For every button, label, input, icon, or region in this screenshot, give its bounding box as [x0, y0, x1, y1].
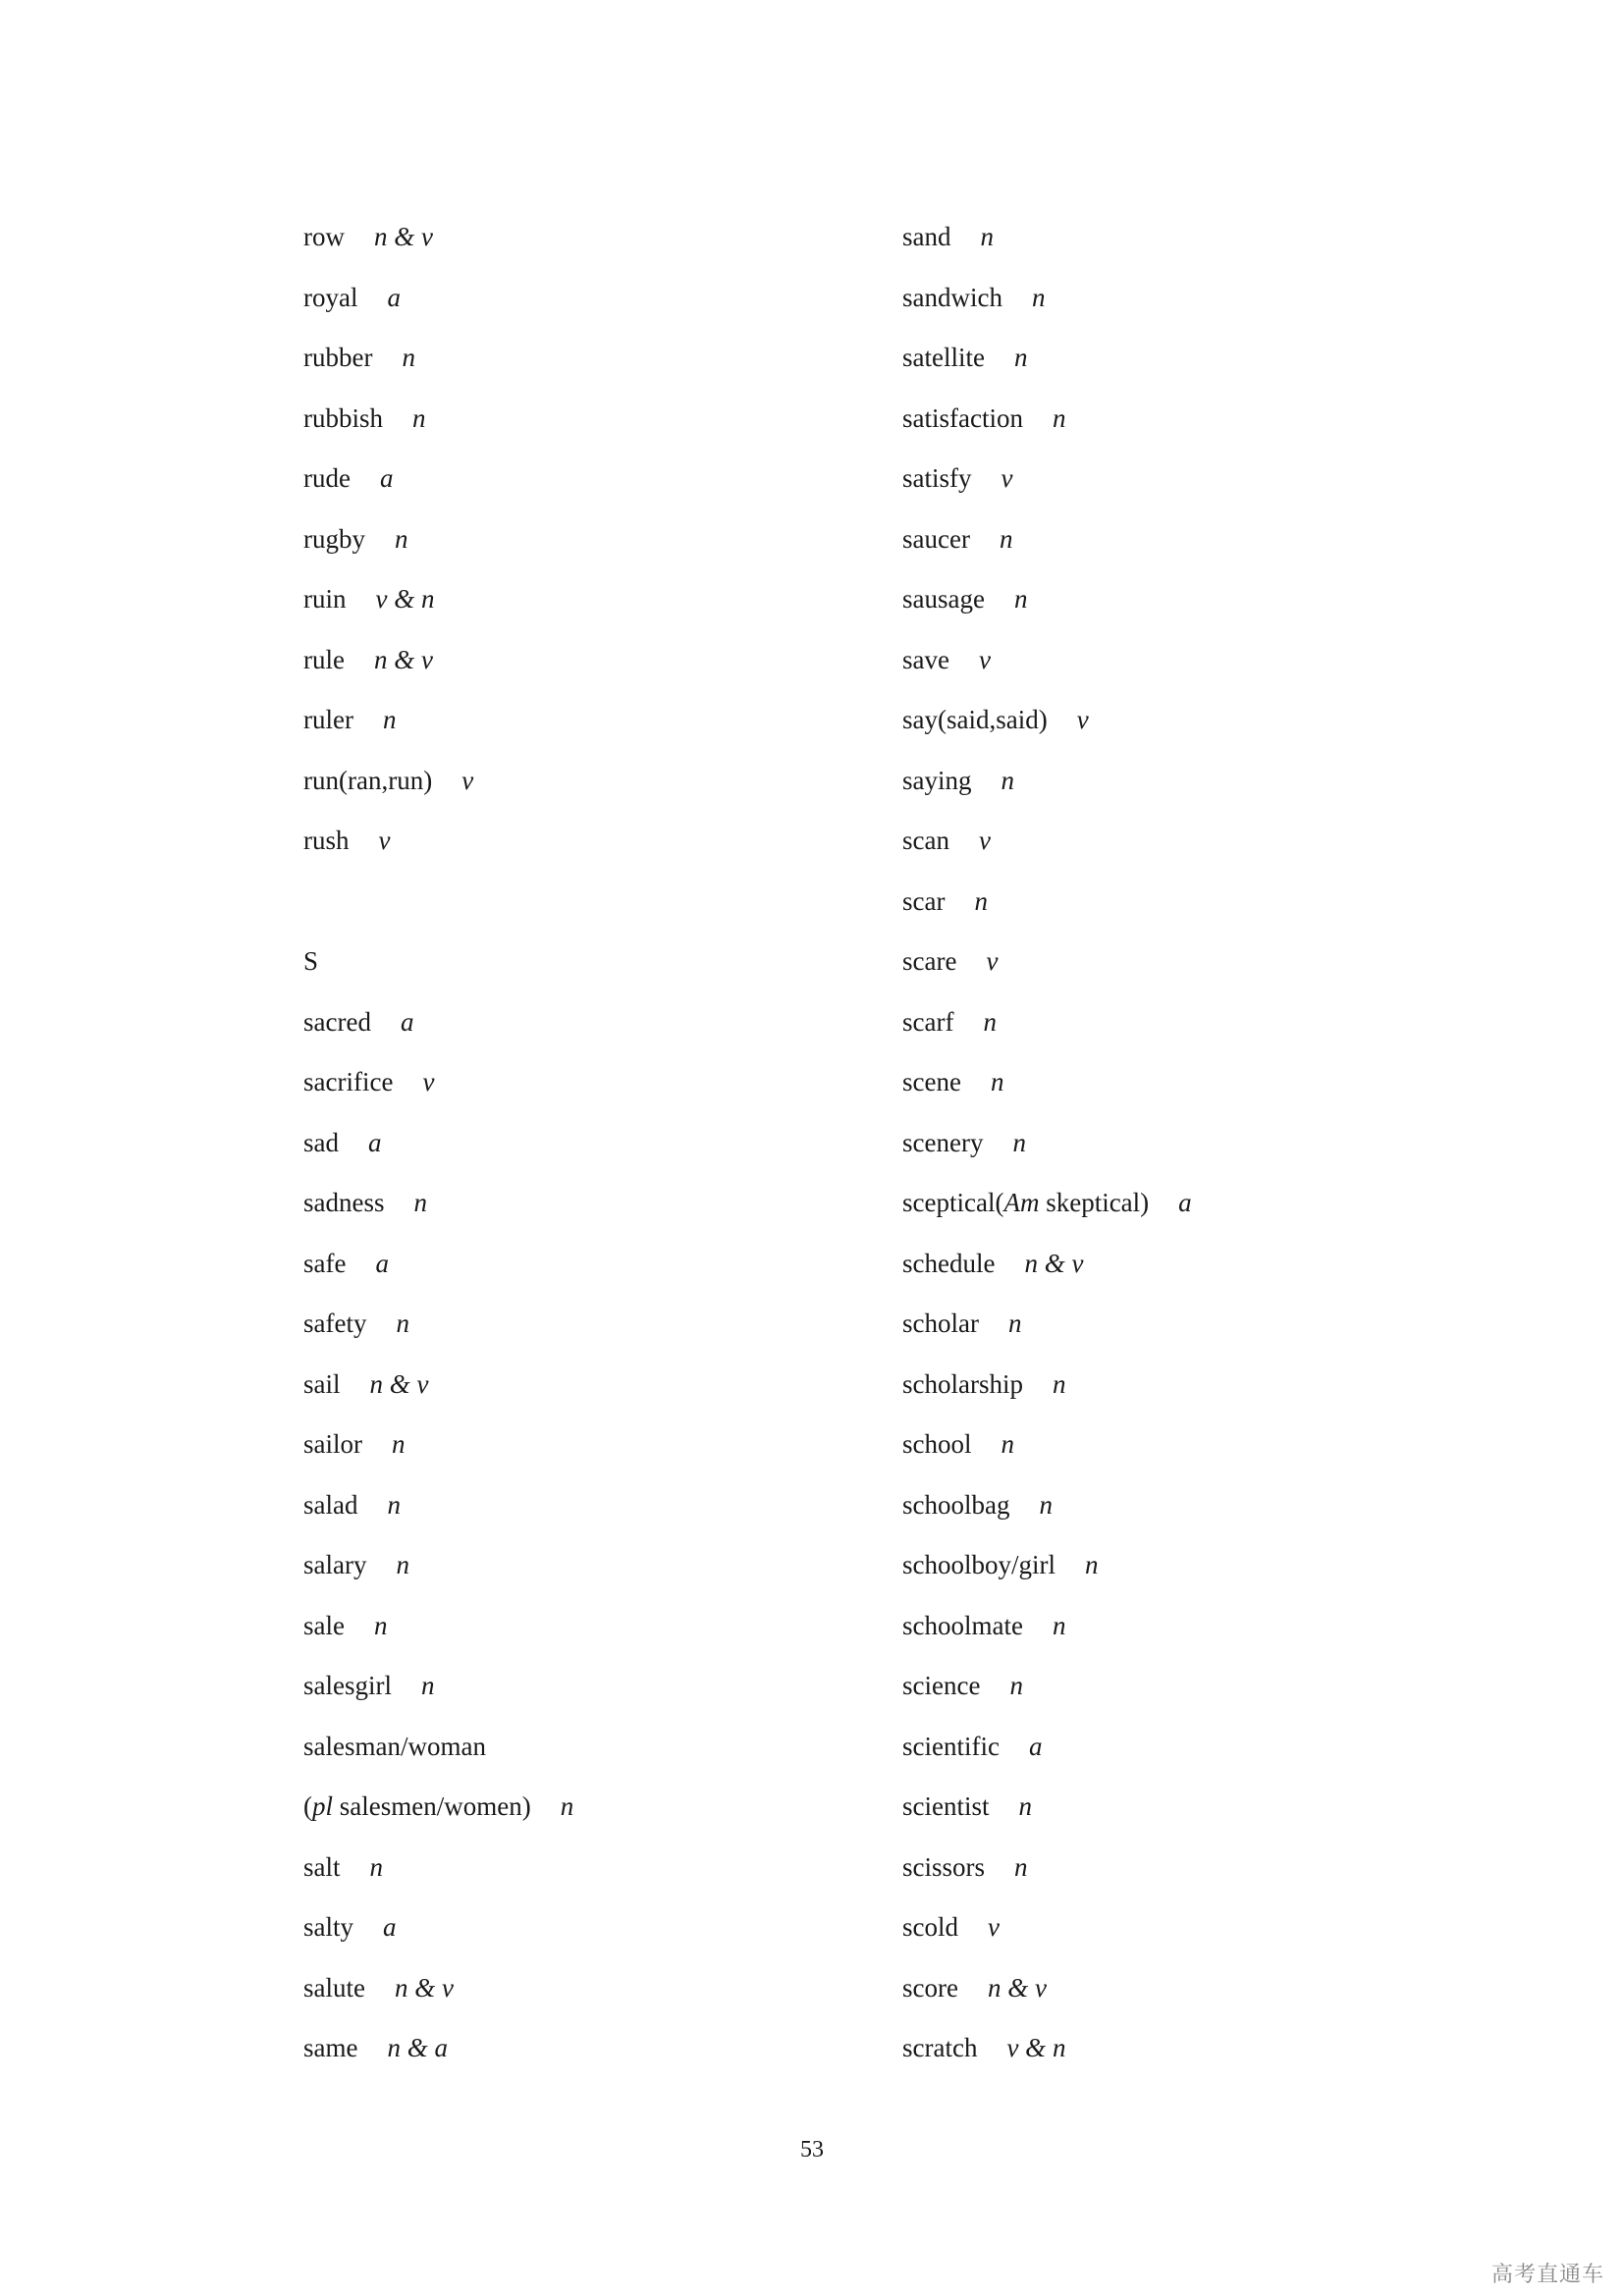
- entry-part-of-speech: n: [999, 523, 1013, 554]
- entry-part-of-speech: n & v: [369, 1368, 429, 1399]
- entry-word: schoolmate: [902, 1610, 1023, 1640]
- vocab-entry: [902, 1484, 1192, 1545]
- entry-word: scene: [902, 1067, 961, 1096]
- vocab-entry: [902, 1967, 1192, 2028]
- entry-word: scar: [902, 885, 946, 916]
- entry-part-of-speech: n: [392, 1429, 406, 1459]
- entry-word: sausage: [902, 584, 985, 614]
- entry-word: scientific: [902, 1731, 1000, 1761]
- entry-word: scan: [902, 826, 949, 855]
- entry-part-of-speech: n: [382, 705, 397, 734]
- entry-word: salt: [303, 1851, 341, 1882]
- entry-part-of-speech: n: [1052, 1610, 1066, 1640]
- entry-part-of-speech: n: [396, 1308, 409, 1338]
- vocab-entry: [303, 216, 573, 277]
- entry-part-of-speech: n: [1014, 1851, 1028, 1882]
- vocab-entry: [902, 699, 1192, 760]
- entry-word: ruler: [303, 705, 353, 734]
- entry-word: salesmen/women): [333, 1791, 531, 1821]
- entry-word: sceptical(: [902, 1188, 1004, 1217]
- entry-part-of-speech: v: [988, 1912, 1000, 1942]
- entry-part-of-speech: a: [400, 1006, 414, 1037]
- entry-part-of-speech: n: [983, 1006, 997, 1037]
- entry-part-of-speech: v: [986, 946, 999, 976]
- entry-word: safety: [303, 1308, 367, 1338]
- entry-word: science: [902, 1671, 981, 1700]
- entry-word: row: [303, 222, 345, 251]
- entry-part-of-speech: n: [990, 1067, 1004, 1096]
- vocab-entry: [902, 1605, 1192, 1666]
- entry-part-of-speech: n: [1001, 765, 1014, 795]
- entry-part-of-speech: n: [373, 1610, 388, 1640]
- entry-part-of-speech: v: [1076, 705, 1089, 734]
- entry-part-of-speech: n: [1052, 1368, 1066, 1399]
- entry-part-of-speech: n: [1031, 282, 1046, 312]
- entry-word: save: [902, 644, 949, 674]
- entry-variant-marker: Am: [1003, 1188, 1040, 1217]
- entry-word: salesgirl: [303, 1671, 392, 1700]
- entry-part-of-speech: n & v: [1024, 1248, 1084, 1278]
- vocab-entry: [902, 216, 1192, 277]
- entry-word: same: [303, 2033, 358, 2062]
- entry-word: ruin: [303, 584, 347, 614]
- vocab-entry: [902, 1363, 1192, 1424]
- entry-word: salesman/woman: [303, 1731, 486, 1761]
- entry-word: score: [902, 1972, 958, 2002]
- entry-part-of-speech: n: [395, 523, 408, 554]
- vocab-entry: [902, 518, 1192, 579]
- entry-word: saucer: [902, 523, 970, 554]
- entry-word: scissors: [902, 1851, 986, 1882]
- vocab-entry: [303, 1544, 573, 1605]
- entry-word: run(ran,run): [303, 765, 433, 795]
- entry-part-of-speech: v: [378, 826, 391, 855]
- vocab-entry: [902, 1001, 1192, 1062]
- entry-word: sacred: [303, 1006, 371, 1037]
- entry-word: sad: [303, 1127, 339, 1157]
- vocab-entry: [303, 1846, 573, 1907]
- entry-word: scold: [902, 1912, 958, 1942]
- entry-part-of-speech: n: [980, 222, 994, 251]
- entry-word: scratch: [902, 2033, 978, 2062]
- entry-word: schoolboy/girl: [902, 1550, 1056, 1579]
- entry-part-of-speech: n: [396, 1550, 409, 1579]
- vocab-entry: [902, 2027, 1192, 2088]
- entry-word: sailor: [303, 1429, 362, 1459]
- vocab-entry: [303, 820, 573, 881]
- entry-part-of-speech: a: [379, 463, 394, 493]
- vocab-entry: [303, 639, 573, 700]
- entry-word: scholarship: [902, 1368, 1023, 1399]
- vocab-entry: [902, 1303, 1192, 1363]
- entry-part-of-speech: n: [369, 1851, 383, 1882]
- vocab-entry: [303, 578, 573, 639]
- section-letter: [303, 940, 573, 1001]
- entry-word: schedule: [902, 1248, 996, 1278]
- vocab-entry: [303, 699, 573, 760]
- entry-word: salty: [303, 1912, 353, 1942]
- entry-word: scarf: [902, 1006, 954, 1037]
- vocab-entry: [902, 639, 1192, 700]
- vocab-entry: [902, 760, 1192, 821]
- vocab-entry: [902, 1182, 1192, 1243]
- entry-part-of-speech: v: [1001, 463, 1013, 493]
- vocab-entry: [902, 1122, 1192, 1183]
- left-word-column: [303, 216, 573, 2088]
- vocab-entry: [303, 1423, 573, 1484]
- entry-word: satisfy: [902, 463, 972, 493]
- entry-word: saying: [902, 765, 972, 795]
- vocab-entry: [303, 1122, 573, 1183]
- vocab-entry: [902, 398, 1192, 458]
- vocab-entry: [303, 398, 573, 458]
- entry-part-of-speech: n: [1001, 1429, 1014, 1459]
- entry-part-of-speech: n: [1085, 1550, 1099, 1579]
- vocab-entry: [902, 1906, 1192, 1967]
- entry-word: say(said,said): [902, 705, 1048, 734]
- vocab-entry: [902, 881, 1192, 941]
- vocab-entry: [303, 1303, 573, 1363]
- entry-word: salute: [303, 1972, 365, 2002]
- vocab-entry: [303, 1001, 573, 1062]
- entry-part-of-speech: a: [1178, 1188, 1192, 1217]
- entry-part-of-speech: n: [1007, 1308, 1022, 1338]
- entry-word: scholar: [902, 1308, 979, 1338]
- entry-part-of-speech: n: [420, 1671, 435, 1700]
- entry-word: rude: [303, 463, 351, 493]
- entry-part-of-speech: n: [1013, 343, 1028, 372]
- entry-part-of-speech: a: [387, 282, 401, 312]
- vocab-entry: [303, 1786, 573, 1846]
- entry-part-of-speech: a: [1028, 1731, 1043, 1761]
- entry-word: rush: [303, 826, 350, 855]
- vocab-entry: [303, 2027, 573, 2088]
- entry-word: scientist: [902, 1791, 990, 1821]
- entry-part-of-speech: n: [1013, 584, 1028, 614]
- entry-word: rubber: [303, 343, 373, 372]
- vocab-entry: [902, 457, 1192, 518]
- entry-part-of-speech: a: [368, 1127, 382, 1157]
- entry-word: salad: [303, 1489, 358, 1520]
- vocab-entry: [902, 1061, 1192, 1122]
- entry-part-of-speech: a: [383, 1912, 397, 1942]
- vocab-entry: [902, 277, 1192, 338]
- vocab-entry: [303, 1906, 573, 1967]
- entry-part-of-speech: v: [422, 1067, 435, 1096]
- entry-part-of-speech: n: [974, 885, 988, 916]
- entry-word: rugby: [303, 523, 365, 554]
- entry-word: rubbish: [303, 402, 383, 433]
- entry-word: salary: [303, 1550, 367, 1579]
- entry-part-of-speech: v & n: [1006, 2033, 1066, 2062]
- entry-word: sale: [303, 1610, 345, 1640]
- entry-part-of-speech: n & v: [374, 222, 433, 251]
- entry-word: satisfaction: [902, 402, 1023, 433]
- vocab-entry: [303, 457, 573, 518]
- entry-word-tail: skeptical): [1039, 1188, 1150, 1217]
- vocab-entry: [303, 1061, 573, 1122]
- vocab-entry: [303, 760, 573, 821]
- vocab-entry: [902, 1786, 1192, 1846]
- entry-word: safe: [303, 1248, 347, 1278]
- entry-word: school: [902, 1429, 972, 1459]
- entry-part-of-speech: n & v: [394, 1972, 454, 2002]
- vocab-entry: [902, 1423, 1192, 1484]
- vocab-entry: [902, 1726, 1192, 1787]
- entry-part-of-speech: n: [387, 1489, 401, 1520]
- watermark-text: 高考直通车: [1490, 2263, 1604, 2287]
- entry-part-of-speech: a: [375, 1248, 389, 1278]
- vocab-entry: [303, 337, 573, 398]
- vocab-entry: [303, 1182, 573, 1243]
- vocab-entry: [902, 940, 1192, 1001]
- entry-part-of-speech: n: [560, 1791, 574, 1821]
- entry-word: sacrifice: [303, 1067, 394, 1096]
- vocab-entry: [303, 1243, 573, 1304]
- vocab-entry: [303, 1967, 573, 2028]
- entry-word: S: [303, 946, 319, 976]
- vocab-entry: [303, 1363, 573, 1424]
- vocab-entry: [902, 1665, 1192, 1726]
- vocab-entry: [303, 1605, 573, 1666]
- entry-part-of-speech: n: [1009, 1671, 1023, 1700]
- entry-part-of-speech: n: [413, 1188, 427, 1217]
- blank-line: [303, 881, 573, 941]
- right-word-column: [902, 216, 1192, 2088]
- entry-part-of-speech: n: [402, 343, 415, 372]
- entry-part-of-speech: v: [461, 765, 474, 795]
- vocab-entry: [902, 1243, 1192, 1304]
- entry-word: sand: [902, 222, 951, 251]
- entry-part-of-speech: n: [1018, 1791, 1032, 1821]
- entry-plural-marker: pl: [312, 1791, 334, 1821]
- entry-word: scare: [902, 946, 957, 976]
- entry-part-of-speech: v: [978, 644, 991, 674]
- entry-part-of-speech: n & v: [373, 644, 433, 674]
- vocab-entry: [303, 518, 573, 579]
- entry-part-of-speech: n: [1039, 1489, 1053, 1520]
- entry-word: sail: [303, 1368, 341, 1399]
- entry-part-of-speech: v & n: [375, 584, 435, 614]
- entry-word: sandwich: [902, 282, 1002, 312]
- entry-part-of-speech: n: [1012, 1127, 1026, 1157]
- vocab-entry: [303, 1726, 573, 1787]
- entry-part-of-speech: n & a: [387, 2033, 448, 2062]
- entry-word: satellite: [902, 343, 985, 372]
- vocab-entry: [303, 1484, 573, 1545]
- entry-word: scenery: [902, 1127, 984, 1157]
- entry-part-of-speech: n & v: [987, 1972, 1047, 2002]
- vocab-entry: [902, 337, 1192, 398]
- entry-paren: (: [303, 1791, 312, 1821]
- entry-part-of-speech: n: [1052, 402, 1066, 433]
- entry-part-of-speech: v: [978, 826, 991, 855]
- vocab-entry: [303, 1665, 573, 1726]
- vocab-entry: [303, 277, 573, 338]
- page-number: 53: [800, 2137, 824, 2163]
- entry-part-of-speech: n: [412, 402, 426, 433]
- entry-word: schoolbag: [902, 1489, 1010, 1520]
- vocab-entry: [902, 1846, 1192, 1907]
- entry-word: royal: [303, 282, 358, 312]
- entry-word: rule: [303, 644, 345, 674]
- vocab-entry: [902, 820, 1192, 881]
- vocab-entry: [902, 578, 1192, 639]
- entry-word: sadness: [303, 1188, 385, 1217]
- vocab-entry: [902, 1544, 1192, 1605]
